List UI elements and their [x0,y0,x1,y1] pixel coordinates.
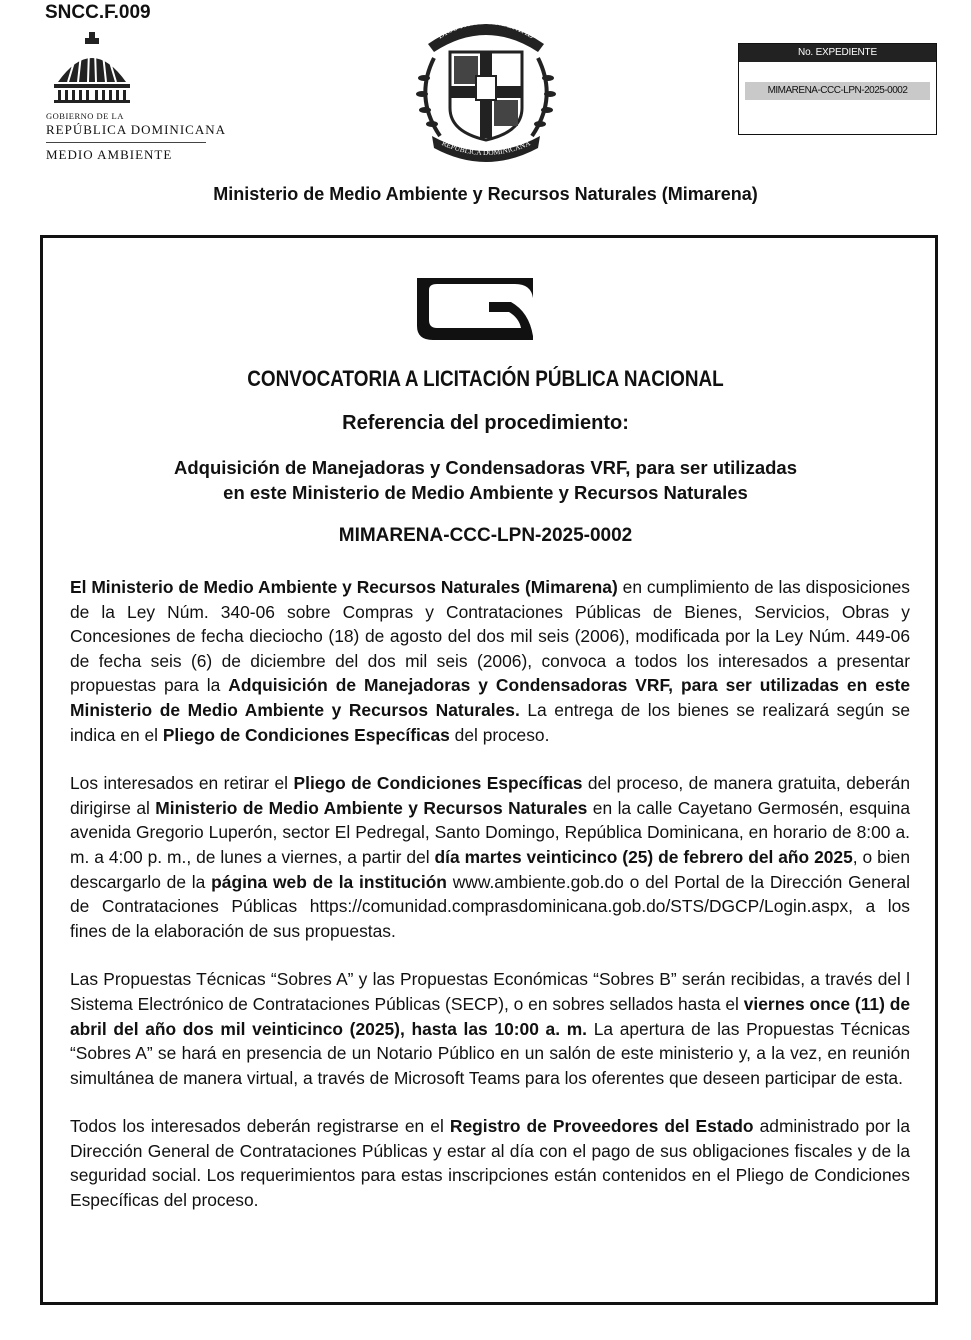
procedure-reference: MIMARENA-CCC-LPN-2025-0002 [338,525,633,546]
coat-ribbon: REPÚBLICA DOMINICANA [440,138,532,158]
gov-logo-line1: GOBIERNO DE LA [46,111,124,121]
ministry-name: Ministerio de Medio Ambiente y Recursos Naturales (Mimarena) [213,184,758,204]
p3-text-1: Las Propuestas Técnicas “Sobres A” y las Propuestas Económicas “Sobres B” serán recibidas, a través del l Sistema Electrónico de Contrataciones Públicas (SECP), o en sobres sellados hasta el [70,969,910,1014]
dome-icon [52,32,226,109]
p1-text-3: del proceso. [449,724,550,745]
coat-motto: DIOS PATRIA LIBERTAD [435,15,537,41]
procedure-name-line2: en este Ministerio de Medio Ambiente y Recursos Naturales [223,482,748,503]
notice-subtitle: Referencia del procedimiento: [342,412,629,434]
form-code: SNCC.F.009 [45,2,151,23]
p2-bold-1: Pliego de Condiciones Específicas [293,773,583,794]
p4-bold-1: Registro de Proveedores del Estado [449,1116,754,1137]
p2-text-5: www.ambiente.gob.do o del Portal de la Dirección General de Contrataciones Públicas https://comunidad.comprasdominicana.gob.do/STS/DGCP/Login.aspx, a los fines de la elaboración de sus propuestas. [70,871,910,941]
paragraph-4 [70,1114,910,1212]
p2-bold-4: página web de la institución [211,871,447,892]
p1-text-1: en cumplimiento de las disposiciones de la Ley Núm. 340-06 sobre Compras y Contrataciones Públicas de Bienes, Servicios, Obras y Concesiones de fecha dieciocho (18) de agosto del dos mil seis (2006), modificada por la Ley Núm. 449-06 de fecha seis (6) de diciembre del dos mil seis (2006), convoca a todos los interesados a presentar propuestas para la [70,577,911,696]
procedure-name-line1: Adquisición de Manejadoras y Condensadoras VRF, para ser utilizadas [173,457,797,478]
p2-text-4: , o bien descargarlo de la [70,846,911,892]
p3-bold-1: viernes once (11) de abril del año dos mil veinticinco (2025), hasta las 10:00 a. m. [70,993,911,1039]
p1-bold-3: Pliego de Condiciones Específicas [162,724,450,745]
p1-text-2: La entrega de los bienes se realizará según se indica en el [70,699,910,745]
expediente-value: MIMARENA-CCC-LPN-2025-0002 [745,82,930,100]
procedure-name [0,455,971,505]
gov-logo-divider [46,142,206,143]
p2-text-1: Los interesados en retirar el [70,773,294,794]
paragraph-3 [70,967,910,1090]
notice-title: CONVOCATORIA A LICITACIÓN PÚBLICA NACIONAL [247,366,724,391]
gov-logo-line2: REPÚBLICA DOMINICANA [46,122,226,137]
notice-body [70,575,910,1237]
paragraph-2 [70,771,910,943]
p2-text-2: del proceso, de manera gratuita, deberán dirigirse al [70,773,911,818]
p3-text-2: La apertura de las Propuestas Técnicas “Sobres A” se hará en presencia de un Notario Público en un salón de este ministerio y, a la vez, en reunión simultánea de manera virtual, a través de Microsoft Teams para los oferentes que deseen participar de esta. [70,1018,910,1088]
expediente-label: No. EXPEDIENTE [739,44,936,62]
p1-bold-2: Adquisición de Manejadoras y Condensadoras VRF, para ser utilizadas en este Ministerio de Medio Ambiente y Recursos Naturales. [70,675,910,720]
expediente-box [738,43,937,135]
government-logo [46,32,226,163]
p4-text-1: Todos los interesados deberán registrarse en el [70,1116,450,1137]
paragraph-1 [70,575,910,747]
coat-of-arms [410,8,562,166]
p2-bold-3: día martes veinticinco (25) de febrero del año 2025 [434,846,853,867]
g-logo-icon [415,274,535,342]
gov-logo-line3: MEDIO AMBIENTE [46,147,173,162]
p4-text-2: administrado por la Dirección General de Contrataciones Públicas y estar al día con el pago de sus obligaciones fiscales y de la seguridad social. Los requerimientos para estas inscripciones están contenidos en el Pliego de Condiciones Específicas del proceso. [70,1116,910,1211]
p2-text-3: en la calle Cayetano Germosén, esquina avenida Gregorio Luperón, sector El Pedregal, Santo Domingo, República Dominicana, en horario de 8:00 a. m. a 4:00 p. m., de lunes a viernes, a partir del [70,797,910,867]
p2-bold-2: Ministerio de Medio Ambiente y Recursos Naturales [155,797,588,818]
p1-bold-1: El Ministerio de Medio Ambiente y Recursos Naturales (Mimarena) [70,577,618,597]
